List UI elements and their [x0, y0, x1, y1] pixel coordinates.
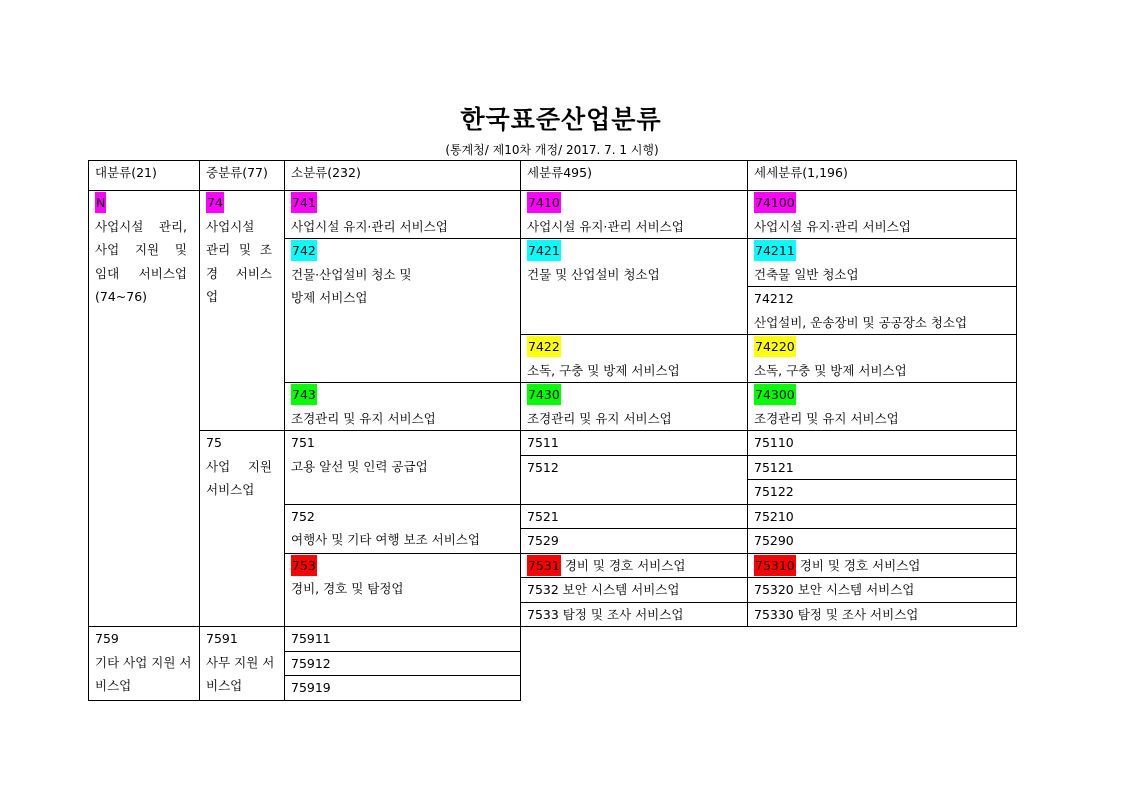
- minor-cell-752: 752 여행사 및 기타 여행 보조 서비스업: [285, 504, 521, 553]
- detail-cell-7421: 7421 건물 및 산업설비 청소업: [521, 239, 748, 335]
- code-7410: 7410: [527, 192, 561, 213]
- header-middle: 중분류(77): [200, 161, 285, 191]
- header-subdetail: 세세분류(1,196): [748, 161, 1017, 191]
- code-7531: 7531: [527, 555, 561, 576]
- page-title: 한국표준산업분류: [460, 105, 662, 134]
- table-row: [89, 627, 1017, 652]
- subdetail-cell-75911: 75911: [285, 627, 521, 652]
- detail-cell-7511: 7511: [521, 431, 748, 456]
- code-759: 759: [95, 631, 119, 646]
- detail-cell-7512: 7512: [521, 455, 748, 504]
- major-range: (74~76): [95, 289, 148, 304]
- subdetail-cell-74300: 74300 조경관리 및 유지 서비스업: [748, 383, 1017, 431]
- minor-cell-753: 753 경비, 경호 및 탐정업: [285, 553, 521, 627]
- detail-cell-7410: 7410 사업시설 유지·관리 서비스업: [521, 191, 748, 239]
- minor-cell-759: 759 기타 사업 지원 서비스업: [89, 627, 200, 701]
- detail-cell-7529: 7529: [521, 529, 748, 554]
- code-N: N: [95, 192, 106, 213]
- subdetail-cell-74100: 74100 사업시설 유지·관리 서비스업: [748, 191, 1017, 239]
- minor-cell-742: 742 건물·산업설비 청소 및 방제 서비스업: [285, 239, 521, 383]
- subdetail-cell-75310: 75310 경비 및 경호 서비스업: [748, 553, 1017, 578]
- middle-name-74: 사업시설 관리 및 조 경 서비스 업: [206, 218, 272, 304]
- detail-cell-7532: 7532 보안 시스템 서비스업: [521, 578, 748, 603]
- subdetail-cell-75320: 75320 보안 시스템 서비스업: [748, 578, 1017, 603]
- subdetail-cell-75110: 75110: [748, 431, 1017, 456]
- subdetail-cell-75121: 75121: [748, 455, 1017, 480]
- header-detail: 세분류495): [521, 161, 748, 191]
- middle-cell-75: [200, 431, 285, 627]
- code-7422: 7422: [527, 336, 561, 357]
- code-74100: 74100: [754, 192, 796, 213]
- subdetail-cell-75330: 75330 탐정 및 조사 서비스업: [748, 602, 1017, 627]
- minor-cell-751: 751 고용 알선 및 인력 공급업: [285, 431, 521, 505]
- header-minor: 소분류(232): [285, 161, 521, 191]
- code-75: 75: [206, 435, 222, 450]
- subdetail-cell-74211: 74211 건축물 일반 청소업: [748, 239, 1017, 287]
- minor-cell-741: 741 사업시설 유지·관리 서비스업: [285, 191, 521, 239]
- code-753: 753: [291, 555, 317, 576]
- subdetail-cell-74212: 74212 산업설비, 운송장비 및 공공장소 청소업: [748, 287, 1017, 335]
- subdetail-cell-74220: 74220 소독, 구충 및 방제 서비스업: [748, 335, 1017, 383]
- major-cell-N: [89, 191, 200, 627]
- major-name: 사업시설 관리, 사업 지원 및 임대 서비스업: [95, 218, 187, 281]
- subdetail-cell-75919: 75919: [285, 676, 521, 701]
- detail-cell-7521: 7521: [521, 504, 748, 529]
- subdetail-cell-75912: 75912: [285, 651, 521, 676]
- subdetail-cell-75210: 75210: [748, 504, 1017, 529]
- code-741: 741: [291, 192, 317, 213]
- code-7430: 7430: [527, 384, 561, 405]
- middle-cell-74: [200, 191, 285, 431]
- detail-cell-7531: 7531 경비 및 경호 서비스업: [521, 553, 748, 578]
- subdetail-cell-75122: 75122: [748, 480, 1017, 505]
- subdetail-cell-75290: 75290: [748, 529, 1017, 554]
- code-743: 743: [291, 384, 317, 405]
- table-row: [89, 191, 1017, 239]
- code-74220: 74220: [754, 336, 796, 357]
- detail-cell-7533: 7533 탐정 및 조사 서비스업: [521, 602, 748, 627]
- code-751: 751: [291, 435, 315, 450]
- page-subtitle: (통계청/ 제10차 개정/ 2017. 7. 1 시행): [445, 143, 659, 157]
- detail-cell-7591: 7591 사무 지원 서비스업: [200, 627, 285, 701]
- code-7421: 7421: [527, 240, 561, 261]
- detail-cell-7422: 7422 소독, 구충 및 방제 서비스업: [521, 335, 748, 383]
- minor-cell-743: 743 조경관리 및 유지 서비스업: [285, 383, 521, 431]
- code-75310: 75310: [754, 555, 796, 576]
- code-752: 752: [291, 508, 315, 524]
- industry-classification-table: [88, 160, 1017, 701]
- code-74: 74: [206, 192, 224, 213]
- table-row: [89, 431, 1017, 456]
- middle-name-75: 사업 지원 서비스업: [206, 458, 272, 497]
- code-742: 742: [291, 240, 317, 261]
- code-74300: 74300: [754, 384, 796, 405]
- header-major: 대분류(21): [89, 161, 200, 191]
- code-74211: 74211: [754, 240, 796, 261]
- code-74212: 74212: [754, 291, 794, 306]
- header-row: [89, 161, 1017, 191]
- detail-cell-7430: 7430 조경관리 및 유지 서비스업: [521, 383, 748, 431]
